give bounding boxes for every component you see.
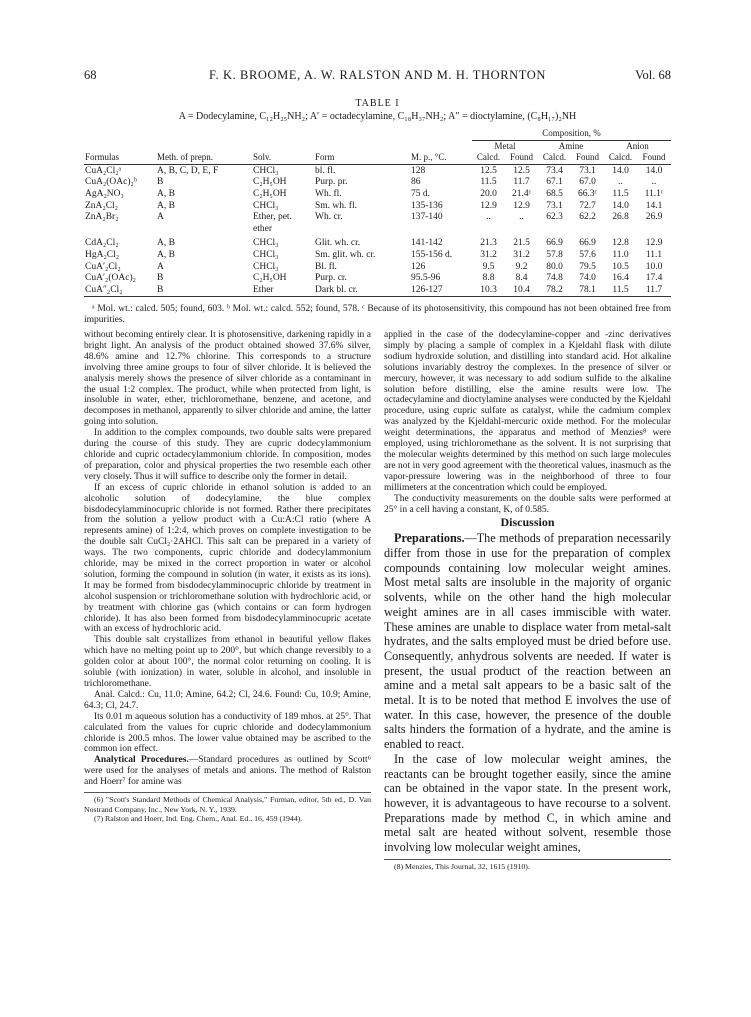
table-cell — [505, 224, 538, 236]
table-cell: B — [157, 273, 164, 284]
table-cell: Glit. wh. cr. — [315, 238, 361, 249]
discussion-heading: Discussion — [500, 515, 555, 530]
preparations-paragraph — [384, 531, 671, 752]
left-paragraph: If an excess of cupric chloride in ethanol solution is added to an alcoholic solution of dodecylamine, the blue complex bisdodecylamminocupric chloride is not formed. Rather there precipitates from the solution a yellow product with a Cu:A:Cl ratio (where A represents amine) of 1:2:4, which proves on complete investigation to be the double salt CuCl₂·2AHCl. This salt can be prepared in a variety of ways. The two components, cupric chloride and dodecylammonium chloride, may be mixed in the correct proportion in water or alcohol solution, forming the compound in solution (in water, it exists as its ions). It may be formed from bisdodecylamminocupric chloride by treatment in alcohol suspension or trichloromethane solution with hydrochloric acid, or by treatment with chlorine gas (which contains or can form hydrogen chloride). It has also been formed from bisdodecylamminocupric acetate with an excess of hydrochloric acid. — [84, 482, 371, 635]
table-cell: Purp. pr. — [315, 177, 348, 188]
table-row — [84, 177, 671, 189]
reference: (7) Ralston and Hoerr, Ind. Eng. Chem., Anal. Ed., 16, 459 (1944). — [94, 814, 303, 824]
table-cell: C₂H₅OH — [253, 177, 287, 188]
table-cell: 12.8 — [612, 238, 629, 249]
table-cell — [314, 224, 410, 236]
table-cell: 73.1 — [546, 200, 563, 211]
table-row — [84, 235, 671, 250]
table-cell: 10.0 — [645, 261, 663, 272]
table-cell: C₂H₅OH — [253, 188, 287, 199]
table-cell: Dark bl. cr. — [314, 285, 410, 297]
table-cell: bl. fl. — [314, 164, 410, 177]
running-authors: F. K. BROOME, A. W. RALSTON AND M. H. THORNTON — [208, 68, 547, 82]
table-cell: 66.9 — [579, 238, 596, 249]
discussion-body — [384, 531, 671, 854]
table-cell: 79.5 — [579, 261, 596, 272]
column-header: Found — [642, 152, 666, 163]
table-cell: 75 d. — [411, 188, 430, 199]
column-header: Calcd. — [542, 152, 567, 163]
table-cell: 126-127 — [410, 285, 472, 297]
table-cell: 11.1ᶜ — [644, 188, 664, 199]
table-cell: 74.0 — [579, 273, 596, 284]
table-cell: 72.7 — [579, 200, 596, 211]
table-cell: 10.5 — [612, 261, 629, 272]
table-cell: 12.9 — [645, 238, 663, 249]
composition-table — [84, 128, 671, 297]
table-cell: 73.1 — [571, 164, 604, 177]
table-cell: Wh. cr. — [315, 212, 343, 223]
left-paragraph: This double salt crystallizes from ethanol in beautiful yellow flakes which have no melting point up to 200°, but which change reversibly to a golden color at about 100°, the normal color returning on cooling. It is soluble (with ionization) in water, soluble in alcohol, and insoluble in trichloromethane. — [84, 635, 371, 689]
reference: (8) Menzies, This Journal, 32, 1615 (1910). — [394, 861, 530, 871]
table-cell: 57.8 — [546, 249, 563, 260]
table-row — [84, 285, 671, 297]
table-cell: 11.5 — [612, 188, 629, 199]
left-paragraph: Its 0.01 m aqueous solution has a conductivity of 189 mhos. at 25°. That calculated from the values for cupric chloride and dodecylammonium chloride is 200.5 mhos. The lower value obtained may be ascribed to the common ion effect. — [84, 711, 371, 755]
table-row — [84, 201, 671, 213]
table-cell: Ether, pet. — [253, 212, 292, 223]
table-cell: 66.9 — [546, 238, 563, 249]
table-cell: AgA₂NO₃ — [85, 188, 124, 199]
table-cell: ZnA₂Br₂ — [85, 212, 119, 223]
table-cell: 17.4 — [645, 273, 663, 284]
table-cell: 14.1 — [645, 200, 663, 211]
table-cell: CuA′₂(OAc)₂ — [85, 273, 136, 284]
table-row — [84, 164, 671, 177]
table-cell — [637, 224, 671, 236]
table-cell: 126 — [411, 261, 426, 272]
table-cell: 21.4ᶜ — [511, 188, 532, 199]
table-cell: CHCl₃ — [252, 164, 314, 177]
table-cell — [410, 224, 472, 236]
table-cell: 66.3ᶜ — [577, 188, 598, 199]
left-column — [84, 330, 371, 824]
table-cell: 21.5 — [513, 238, 530, 249]
table-row — [84, 212, 671, 224]
table-cell: CuA₂(OAc)₂ᵇ — [85, 177, 137, 188]
right-paragraph: The conductivity measurements on the double salts were performed at 25° in a cell having a constant, K, of 0.585. — [384, 493, 671, 515]
table-cell: CuA₂Cl₂ᵃ — [84, 164, 156, 177]
volume-label: Vol. 68 — [635, 68, 671, 82]
table-cell: 10.4 — [505, 285, 538, 297]
table-cell: ZnA₂Cl₂ — [85, 200, 119, 211]
table-column-headers — [84, 152, 671, 164]
composition-header: Composition, % — [472, 128, 671, 140]
table-cell: Purp. cr. — [315, 273, 347, 284]
table-cell: 12.9 — [480, 200, 497, 211]
table-cell: A, B — [157, 238, 175, 249]
table-cell: 86 — [411, 177, 421, 188]
table-cell: 155-156 d. — [411, 249, 453, 260]
column-header: Form — [315, 152, 335, 163]
table-cell: 11.7 — [637, 285, 671, 297]
table-cell: 135-136 — [411, 200, 443, 211]
table-body — [84, 164, 671, 297]
table-footnote: ᵃ Mol. wt.: calcd. 505; found, 603. ᵇ Mol. wt.: calcd. 552; found, 578. ᶜ Because of its photosensitivity, this compound has not been obtained free from impurities. — [84, 304, 671, 325]
table-cell: 8.4 — [515, 273, 528, 284]
right-column — [384, 330, 671, 871]
table-cell: 78.1 — [571, 285, 604, 297]
table-cell: A, B — [157, 200, 175, 211]
preparations-heading: Preparations. — [394, 531, 465, 546]
table-cell: .. — [486, 212, 491, 223]
table-cell: 9.2 — [515, 261, 528, 272]
table-cell — [472, 224, 505, 236]
table-cell — [156, 224, 252, 236]
table-cell: A — [157, 212, 164, 223]
table-cell: 21.3 — [480, 238, 497, 249]
table-cell: .. — [519, 212, 524, 223]
table-legend: A = Dodecylamine, C₁₂H₂₅NH₂; A′ = octadecylamine, C₁₈H₃₇NH₂; A″ = dioctylamine, (C₈H₁₇)₂NH — [178, 111, 577, 122]
table-cell: 141-142 — [411, 238, 443, 249]
table-caption: TABLE I — [355, 98, 400, 109]
column-header: Meth. of prepn. — [157, 152, 213, 163]
table-cell: B — [157, 177, 164, 188]
table-cell: CHCl₃ — [253, 249, 279, 260]
table-cell: Sm. wh. fl. — [315, 200, 357, 211]
table-cell: A, B — [157, 249, 175, 260]
table-cell: 57.6 — [579, 249, 596, 260]
table-cell: 67.1 — [546, 177, 563, 188]
table-cell: 128 — [410, 164, 472, 177]
table-cell: CHCl₃ — [253, 238, 279, 249]
column-header: Formulas — [85, 152, 120, 163]
table-cell: 67.0 — [579, 177, 596, 188]
column-header: Calcd. — [608, 152, 633, 163]
table-cell: 95.5-96 — [411, 273, 441, 284]
table-cell: 8.8 — [482, 273, 495, 284]
table-cell: 26.9 — [645, 212, 663, 223]
table-cell: 11.5 — [604, 285, 637, 297]
table-cell: Wh. fl. — [315, 188, 342, 199]
right-column-paragraphs — [384, 330, 671, 515]
left-paragraph: without becoming entirely clear. It is photosensitive, darkening rapidly in a bright light. An analysis of the product obtained showed 37.6% silver, 48.6% amine and 12.7% chlorine. This corresponds to a structure involving three amine groups to four of silver chloride. It is believed the analysis merely shows the presence of silver chloride as a contaminant in the usual 1:2 complex. The product, while when protected from light, is insoluble in water, ether, trichloromethane, benzene, and acetone, and decomposes in methanol, apparently to silver chloride and amine, the latter going into solution. — [84, 330, 371, 428]
table-cell — [571, 224, 604, 236]
table-cell: CuA″₂Cl₂ — [84, 285, 156, 297]
table-cell: 12.9 — [513, 200, 530, 211]
right-paragraph: applied in the case of the dodecylamine-copper and -zinc derivatives simply by placing a sample of complex in a Kjeldahl flask with dilute sodium hydroxide solution, and distilling into standard acid. Hot alkaline solutions invariably destroy the complexes. In the presence of silver or mercury, however, it was necessary to add sodium sulfide to the alkaline solution before distilling, else the amine results were low. The octadecylamine and dioctylamine analyses were conducted by the Kjeldahl procedure, using cupric sulfate as catalyst, while the cadmium complex was analyzed by the Kjeldahl-mercuric oxide method. For the molecular weight determinations, the apparatus and method of Menzies⁸ were employed, using trichloromethane as the solvent. It is not surprising that the molecular weights determined by this method on such large molecules are not in very good agreement with the theoretical values, inasmuch as the vapor-pressure lowering was in the neighborhood of three to four millimeters at the concentration which could be employed. — [384, 330, 671, 493]
table-cell — [538, 224, 571, 236]
column-header: Found — [509, 152, 533, 163]
table-cell: CHCl₃ — [253, 200, 279, 211]
table-cell: .. — [618, 177, 623, 188]
table-cell: 14.0 — [604, 164, 637, 177]
table-cell: CHCl₃ — [253, 261, 279, 272]
table-cell: ether — [253, 223, 272, 234]
column-header: Calcd. — [476, 152, 501, 163]
left-column-paragraphs — [84, 330, 371, 755]
table-cell: 62.2 — [579, 212, 596, 223]
column-header: Solv. — [253, 152, 272, 163]
table-cell: 12.5 — [505, 164, 538, 177]
table-cell: A, B, C, D, E, F — [156, 164, 252, 177]
table-cell: CuA′₂Cl₂ — [85, 261, 121, 272]
column-header: M. p., °C. — [411, 152, 447, 163]
table-cell: A, B — [157, 188, 175, 199]
table-cell: HgA₂Cl₂ — [85, 249, 120, 260]
table-cell: .. — [651, 177, 657, 188]
metal-group-header: Metal — [494, 140, 516, 151]
table-cell: 11.7 — [513, 177, 530, 188]
table-row — [84, 262, 671, 274]
table-cell: Bl. fl. — [315, 261, 337, 272]
table-cell: Sm. glit. wh. cr. — [315, 249, 376, 260]
anion-group-header: Anion — [626, 140, 649, 151]
left-paragraph: Anal. Calcd.: Cu, 11.0; Amine, 64.2; Cl, 24.6. Found: Cu, 10.9; Amine, 64.3; Cl, 24.7. — [84, 689, 371, 711]
table-cell: 12.5 — [472, 164, 505, 177]
analytical-text: —Standard procedures as outlined by Scott⁶ were used for the analyses of metals and anions. The method of Ralston and Hoerr⁷ for amine was — [84, 755, 371, 788]
table-cell: B — [156, 285, 252, 297]
analytical-paragraph — [84, 755, 371, 788]
table-cell: 31.2 — [480, 249, 497, 260]
table-cell: 137-140 — [411, 212, 443, 223]
table-cell: 16.4 — [612, 273, 629, 284]
column-header: Found — [575, 152, 599, 163]
table-cell — [84, 224, 156, 236]
reference: (6) "Scott's Standard Methods of Chemical Analysis," Furman, editor, 5th ed., D. Van Nostrand Company, Inc., New York, N. Y., 1939. — [84, 795, 371, 814]
table-cell: 31.2 — [513, 249, 530, 260]
right-references — [384, 859, 671, 872]
table-cell: 10.3 — [472, 285, 505, 297]
table-cell: 20.0 — [480, 188, 497, 199]
table-row — [84, 224, 671, 236]
table-cell: 26.8 — [612, 212, 629, 223]
table-row — [84, 189, 671, 201]
table-cell: 11.5 — [480, 177, 497, 188]
table-row — [84, 273, 671, 285]
table-cell: 9.5 — [482, 261, 495, 272]
table-row — [84, 250, 671, 262]
table-cell: 14.0 — [637, 164, 671, 177]
amine-group-header: Amine — [558, 140, 584, 151]
table-cell: 11.1 — [645, 249, 663, 260]
discussion-paragraph-0: —The methods of preparation necessarily differ from those in use for the preparation of complex compounds containing low molecular weight amines. Most metal salts are insoluble in the majority of organic solvents, while on the other hand the high molecular weight amines are in all cases immiscible with water. These amines are unable to displace water from metal-salt hydrates, and the salts employed must be dried before use. Consequently, anhydrous solvents are needed. If water is present, the usual product of the reaction between an amine and a metal salt appears to be a basic salt of the metal. It is to be noted that method E involves the use of water. In this case, however, the presence of the double salts hinders the formation of a hydrate, and the amine is enabled to react. — [384, 531, 671, 752]
table-cell: 62.3 — [546, 212, 563, 223]
page-number: 68 — [84, 68, 97, 82]
table-cell: 68.5 — [546, 188, 563, 199]
table-cell: 80.0 — [546, 261, 563, 272]
discussion-paragraph-1: In the case of low molecular weight amines, the reactants can be brought together easily, since the amine can be obtained in the vapor state. In the present work, however, it is advantageous to have recourse to a solvent. Preparations made by method C, in which amine and metal salt are heated without solvent, resemble those involving low molecular weight amines, — [384, 751, 671, 855]
table-cell: 73.4 — [538, 164, 571, 177]
left-paragraph: In addition to the complex compounds, two double salts were prepared during the course of this study. They are cupric dodecylammonium chloride and cupric octadecylammonium chloride. In composition, modes of preparation, color and physical properties the two resemble each other very closely. Thus it will suffice to describe only the former in detail. — [84, 428, 371, 482]
table-cell: 11.0 — [612, 249, 629, 260]
table-cell: C₂H₅OH — [253, 273, 287, 284]
table-cell: 78.2 — [538, 285, 571, 297]
table-cell: 14.0 — [612, 200, 629, 211]
table-cell: CdA₂Cl₂ — [85, 238, 119, 249]
left-references — [84, 792, 371, 824]
table-cell — [604, 224, 637, 236]
table-cell: Ether — [252, 285, 314, 297]
analytical-heading: Analytical Procedures. — [94, 755, 189, 766]
table-cell: 74.8 — [546, 273, 563, 284]
table-cell: A — [157, 261, 164, 272]
